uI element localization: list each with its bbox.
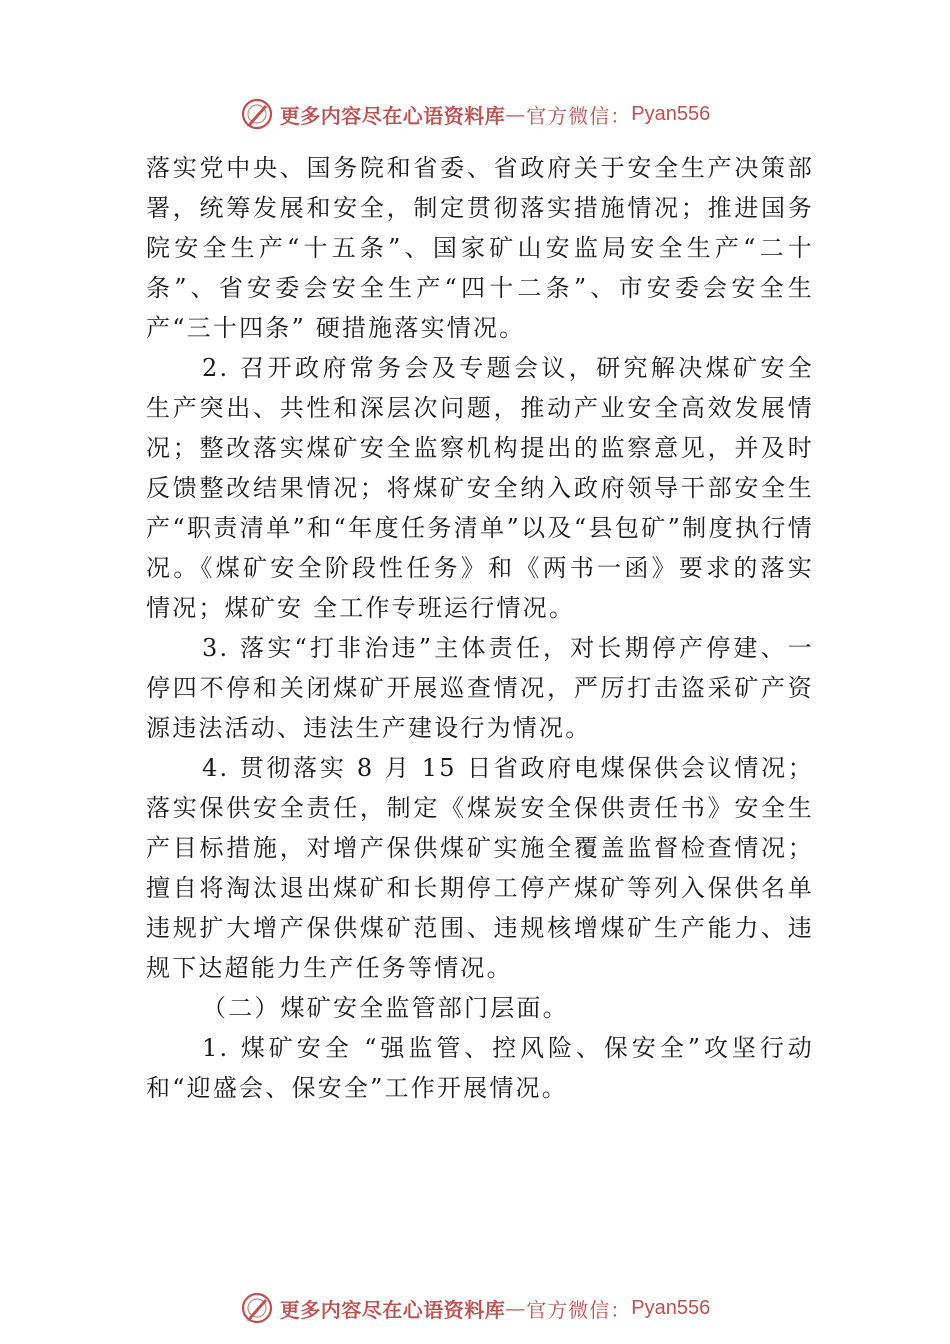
quill-seal-icon xyxy=(240,97,274,131)
paragraph-item-1: 1. 煤矿安全 “强监管、控风险、保安全”攻坚行动和“迎盛会、保安全”工作开展情况。 xyxy=(146,1034,814,1102)
paragraph-continued: 落实党中央、国务院和省委、省政府关于安全生产决策部署，统筹发展和安全，制定贯彻落实措施情况；推进国务院安全生产“十五条”、国家矿山安监局安全生产“二十条”、省安委会安全生产“四十二条”、市安委会安全生产“三十四条” 硬措施落实情况。 xyxy=(146,154,814,342)
document-body xyxy=(146,148,814,1108)
wechat-label: 官方微信： xyxy=(526,103,632,128)
wechat-account: Pyan556 xyxy=(631,1296,711,1319)
brand-name: 更多内容尽在心语资料库 xyxy=(279,1297,506,1322)
paragraph-item-2: 2. 召开政府常务会及专题会议，研究解决煤矿安全生产突出、共性和深层次问题，推动产业安全高效发展情况；整改落实煤矿安全监察机构提出的监察意见，并及时反馈整改结果情况；将煤矿安全纳入政府领导干部安全生产“职责清单”和“年度任务清单”以及“县包矿”制度执行情况。《煤矿安全阶段性任务》和《两书一函》要求的落实情况；煤矿安 全工作专班运行情况。 xyxy=(146,354,814,622)
section-heading: （二）煤矿安全监管部门层面。 xyxy=(202,994,569,1022)
banner-dash: — xyxy=(505,102,527,126)
paragraph-item-4: 4. 贯彻落实 8 月 15 日省政府电煤保供会议情况；落实保供安全责任，制定《煤炭安全保供责任书》安全生产目标措施，对增产保供煤矿实施全覆盖监督检查情况；擅自将淘汰退出煤矿和长期停工停产煤矿等列入保供名单违规扩大增产保供煤矿范围、违规核增煤矿生产能力、违规下达超能力生产任务等情况。 xyxy=(146,754,814,982)
quill-seal-icon xyxy=(240,1291,274,1325)
wechat-label: 官方微信： xyxy=(526,1297,632,1322)
banner-dash: — xyxy=(505,1296,527,1320)
wechat-account: Pyan556 xyxy=(631,102,711,125)
footer-banner xyxy=(0,1290,950,1326)
header-banner xyxy=(0,96,950,132)
paragraph-item-3: 3. 落实“打非治违”主体责任，对长期停产停建、一停四不停和关闭煤矿开展巡查情况，严厉打击盗采矿产资源违法活动、违法生产建设行为情况。 xyxy=(146,634,814,742)
brand-name: 更多内容尽在心语资料库 xyxy=(279,103,506,128)
